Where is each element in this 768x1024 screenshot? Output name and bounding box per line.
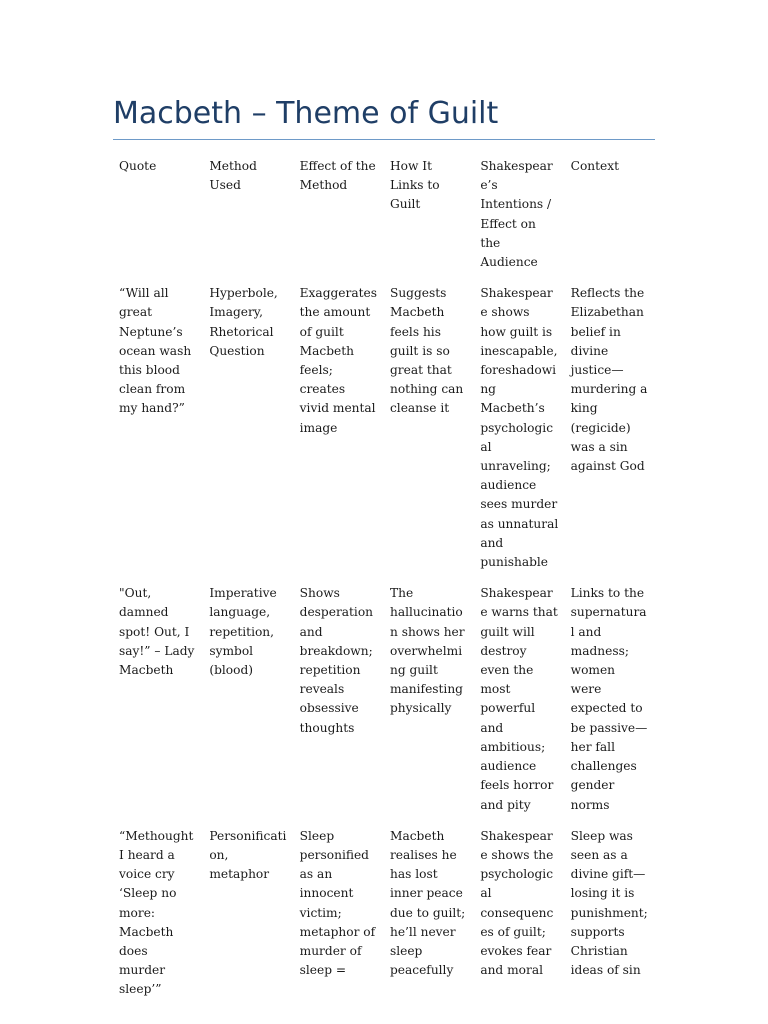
cell-text: Hyperbole, Imagery, Rhetorical Question [209,286,278,358]
cell-context [565,584,655,826]
header-text: How It Links to Guilt [389,159,440,212]
header-text: Shakespeare’s Intentions / Effect on the Audience [480,159,553,270]
cell-intentions [474,827,564,1000]
cell-text: Shakespeare shows how guilt is inescapable, foreshadowing Macbeth’s psychological unraveling; audience sees murder as unnatural and punishable [480,286,559,570]
header-cell-quote [113,157,203,284]
cell-text: Reflects the Elizabethan belief in divine justice—murdering a king (regicide) was a sin against God [570,286,648,474]
header-cell-link [384,157,474,284]
table-row [113,284,655,584]
header-cell-intentions [474,157,564,284]
cell-text: Personification, metaphor [209,828,287,882]
cell-text: Suggests Macbeth feels his guilt is so great that nothing can cleanse it [389,286,464,416]
cell-text: Shakespeare shows the psychological consequences of guilt; evokes fear and moral [480,828,554,978]
cell-quote [113,827,203,1000]
cell-text: The hallucination shows her overwhelming guilt manifesting physically [389,586,465,716]
guilt-table [113,157,655,1000]
cell-text: Shakespeare warns that guilt will destroy even the most powerful and ambitious; audience feels horror and pity [480,586,558,812]
cell-link [384,284,474,584]
header-cell-effect [294,157,384,284]
cell-link [384,584,474,826]
cell-intentions [474,284,564,584]
header-cell-context [565,157,655,284]
header-text: Context [570,159,620,173]
cell-text: Sleep was seen as a divine gift—losing it is punishment; supports Christian ideas of sin [570,828,648,978]
cell-context [565,284,655,584]
cell-text: Macbeth realises he has lost inner peace due to guilt; he’ll never sleep peacefully [389,828,466,978]
cell-text: "Out, damned spot! Out, I say!” – Lady Macbeth [119,586,195,678]
table-row [113,584,655,826]
header-text: Quote [119,159,157,173]
cell-method [203,827,293,1000]
cell-text: Sleep personified as an innocent victim; metaphor of murder of sleep = [299,828,376,978]
cell-effect [294,584,384,826]
cell-effect [294,827,384,1000]
cell-intentions [474,584,564,826]
cell-method [203,584,293,826]
cell-link [384,827,474,1000]
table-header-row [113,157,655,284]
page-title: Macbeth – Theme of Guilt [113,96,499,131]
cell-text: Shows desperation and breakdown; repetition reveals obsessive thoughts [299,586,374,735]
cell-method [203,284,293,584]
cell-context [565,827,655,1000]
cell-text: “Will all great Neptune’s ocean wash this blood clean from my hand?” [119,286,192,416]
cell-quote [113,584,203,826]
cell-text: “Methought I heard a voice cry ‘Sleep no more: Macbeth does murder sleep’” [119,828,194,997]
header-text: Effect of the Method [299,159,376,193]
header-text: Method Used [209,159,257,193]
cell-text: Exaggerates the amount of guilt Macbeth feels; creates vivid mental image [299,286,377,435]
title-divider [113,139,655,140]
cell-text: Imperative language, repetition, symbol (blood) [209,586,277,678]
cell-text: Links to the supernatural and madness; women were expected to be passive—her fall challenges gender norms [570,586,648,812]
table-row [113,827,655,1000]
cell-quote [113,284,203,584]
cell-effect [294,284,384,584]
header-cell-method [203,157,293,284]
